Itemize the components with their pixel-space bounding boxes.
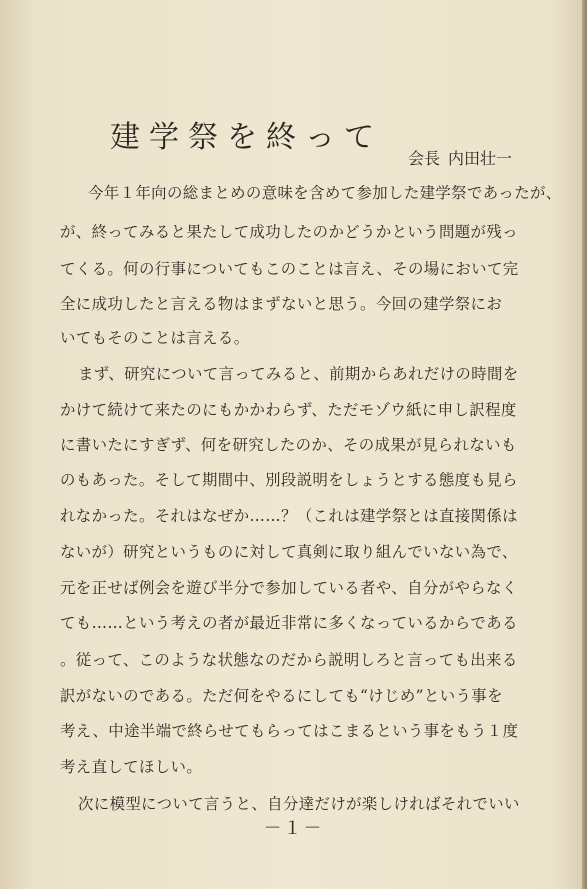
author-name: 内田壮一: [448, 149, 513, 168]
body-line-16: 考え、中途半端で終らせてもらってはこまるという事をもう１度: [60, 722, 519, 740]
body-line-14: 。従って、このような状態なのだから説明しろと言っても出来る: [60, 651, 518, 669]
body-line-15: 訳がないのである。ただ何をやるにしても“けじめ”という事を: [60, 687, 503, 705]
page-edge: [582, 0, 587, 889]
body-line-7: かけて続けて来たのにもかかわらず、ただモゾウ紙に申し訳程度: [60, 401, 517, 419]
body-line-9: のもあった。そして期間中、別段説明をしょうとする態度も見ら: [60, 471, 518, 489]
body-line-13: ても……という考えの者が最近非常に多くなっているからである: [60, 614, 518, 632]
body-line-5: いてもそのことは言える。: [60, 329, 250, 347]
article-title: 建学祭を終って: [110, 120, 383, 155]
body-line-1: 今年１年向の総まとめの意味を含めて参加した建学祭であったが、: [88, 184, 562, 202]
author-line: [408, 146, 512, 169]
page-number: －１－: [263, 818, 324, 839]
body-line-6: まず、研究について言ってみると、前期からあれだけの時間を: [78, 365, 519, 383]
body-line-10: れなかった。それはなぜか……？（これは建学祭とは直接関係は: [60, 507, 518, 525]
body-line-2: が、終ってみると果たして成功したのかどうかという問題が残っ: [60, 223, 518, 241]
body-line-3: てくる。何の行事についてもこのことは言え、その場において完: [60, 260, 519, 278]
body-line-8: に書いたにすぎず、何を研究したのか、その成果が見られないも: [60, 436, 517, 454]
body-line-18: 次に模型について言うと、自分達だけが楽しければそれでいい: [78, 795, 520, 813]
body-line-4: 全に成功したと言える物はまずないと思う。今回の建学祭にお: [60, 295, 503, 313]
body-line-17: 考え直してほしい。: [60, 758, 203, 776]
author-role: 会長: [408, 149, 441, 168]
body-line-11: ないが）研究というものに対して真剣に取り組んでいない為で、: [60, 543, 518, 561]
body-line-12: 元を正せば例会を遊び半分で参加している者や、自分がやらなく: [60, 579, 518, 597]
